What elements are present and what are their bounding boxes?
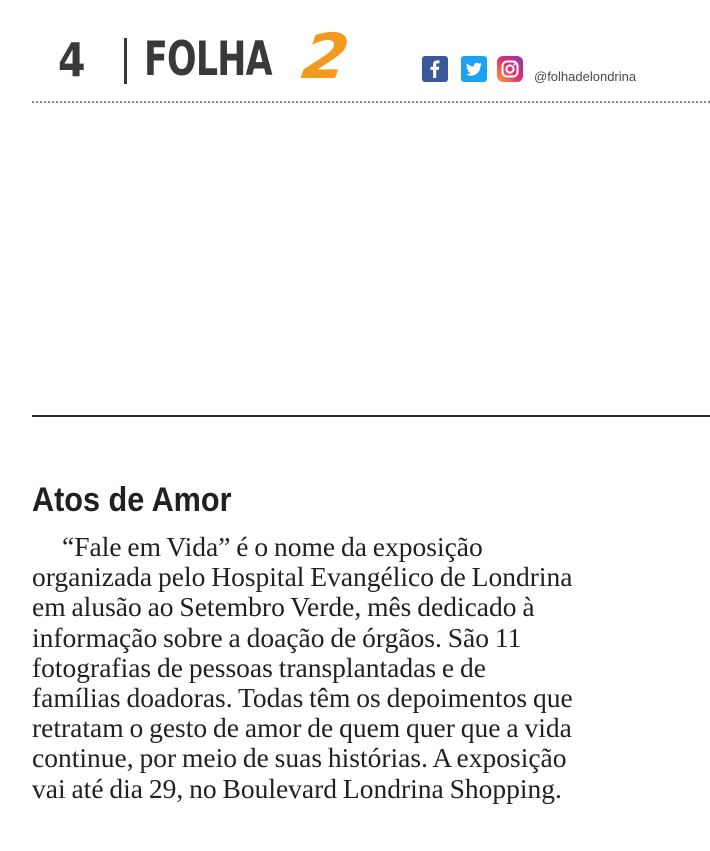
body-line: vai até dia 29, no Boulevard Londrina Shopping. (32, 772, 562, 804)
instagram-icon[interactable] (497, 56, 523, 82)
twitter-icon[interactable] (461, 56, 487, 82)
body-line: famílias doadoras. Todas têm os depoimentos que (32, 682, 573, 714)
social-handle: @folhadelondrina (534, 69, 637, 84)
facebook-icon[interactable] (422, 56, 448, 82)
body-line: retratam o gesto de amor de quem quer que a vida (32, 712, 572, 744)
body-line: informação sobre a doação de órgãos. São 11 (32, 621, 522, 653)
body-line: fotografias de pessoas transplantadas e de (32, 651, 486, 683)
article-body (32, 532, 710, 804)
article-headline: Atos de Amor (32, 481, 232, 519)
masthead (0, 0, 710, 100)
body-line: em alusão ao Setembro Verde, mês dedicado à (32, 591, 535, 623)
masthead-separator (124, 38, 127, 84)
page-number: 4 (58, 33, 86, 87)
section-divider (32, 415, 710, 417)
body-line: organizada pelo Hospital Evangélico de Londrina (32, 561, 573, 593)
body-line: continue, por meio de suas histórias. A exposição (32, 742, 567, 774)
body-line: “Fale em Vida” é o nome da exposição (62, 531, 483, 562)
masthead-rule (32, 101, 710, 103)
section-name: FOLHA (144, 32, 272, 87)
section-number: 2 (298, 20, 354, 93)
